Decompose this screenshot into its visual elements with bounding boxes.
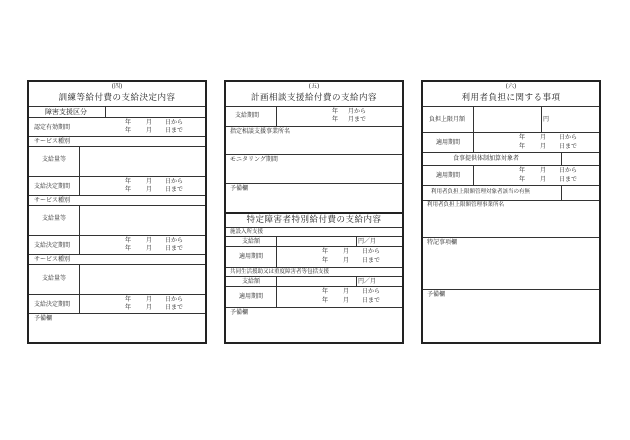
label-yobiran: 予備欄	[427, 291, 446, 298]
date-nen: 年	[322, 257, 329, 264]
label-service-shubetsu: サービス種別	[34, 256, 71, 263]
date-hi-made: 日まで	[165, 127, 184, 134]
date-tsuki-kara: 月から	[348, 108, 367, 115]
date-hi-kara: 日から	[362, 288, 381, 295]
label-monitoring: モニタリング期間	[230, 156, 278, 163]
date-tsuki: 月	[146, 119, 153, 126]
date-tsuki: 月	[146, 237, 153, 244]
label-jogen-gaku: 負担上限月額	[429, 116, 466, 123]
label-en: 円	[543, 116, 550, 123]
date-nen: 年	[322, 297, 329, 304]
date-tsuki-made: 月まで	[348, 116, 367, 123]
date-nen: 年	[322, 288, 329, 295]
date-hi-kara: 日から	[165, 296, 184, 303]
date-nen: 年	[125, 186, 132, 193]
date-hi-made: 日まで	[559, 143, 578, 150]
date-nen: 年	[332, 116, 339, 123]
label-tekiyo-kikan: 適用期間	[435, 139, 460, 146]
panel-keikaku-sodan	[224, 80, 404, 344]
date-nen: 年	[125, 127, 132, 134]
date-nen: 年	[519, 134, 526, 141]
date-tsuki: 月	[146, 296, 153, 303]
label-shokuji: 食事提供体制加算対象者	[453, 155, 520, 162]
label-shikyu-ryo: 支給量等	[41, 215, 66, 222]
date-hi-kara: 日から	[362, 248, 381, 255]
date-tsuki: 月	[343, 297, 350, 304]
label-shikyu-kikan: 支給決定期間	[34, 242, 71, 249]
date-nen: 年	[519, 167, 526, 174]
label-shikyu-kikan: 支給決定期間	[34, 183, 71, 190]
date-nen: 年	[125, 245, 132, 252]
label-shikyu-gaku: 支給額	[241, 278, 260, 285]
date-nen: 年	[125, 304, 132, 311]
date-tsuki: 月	[343, 257, 350, 264]
panel-number: (四)	[111, 83, 123, 90]
date-tsuki: 月	[146, 245, 153, 252]
label-shogai-kubun: 障害支援区分	[45, 108, 87, 116]
label-service-shubetsu: サービス種別	[34, 197, 71, 204]
date-nen: 年	[125, 296, 132, 303]
date-nen: 年	[322, 248, 329, 255]
label-kanri-gaito: 利用者負担上限額管理対象者該当の有無	[431, 189, 531, 195]
panel-riyosha-futan	[421, 80, 601, 344]
panel-kunren-kyufu	[27, 80, 207, 344]
date-tsuki: 月	[540, 134, 547, 141]
date-tsuki: 月	[146, 304, 153, 311]
date-hi-made: 日まで	[165, 186, 184, 193]
date-hi-kara: 日から	[559, 167, 578, 174]
label-yobiran: 予備欄	[230, 309, 249, 316]
date-hi-made: 日まで	[362, 297, 381, 304]
label-en-tsuki: 円／月	[358, 278, 377, 285]
date-nen: 年	[125, 178, 132, 185]
date-hi-kara: 日から	[165, 178, 184, 185]
date-hi-kara: 日から	[165, 119, 184, 126]
label-shikyu-kikan: 支給期間	[235, 112, 260, 119]
date-nen: 年	[125, 119, 132, 126]
date-hi-kara: 日から	[165, 237, 184, 244]
label-tekiyo-kikan: 適用期間	[238, 293, 263, 300]
date-tsuki: 月	[343, 248, 350, 255]
date-hi-made: 日まで	[165, 304, 184, 311]
label-service-shubetsu: サービス種別	[34, 138, 71, 145]
panel-title: 利用者負担に関する事項	[461, 93, 561, 103]
date-nen: 年	[519, 176, 526, 183]
panel-number: (五)	[308, 83, 320, 90]
label-shikyu-ryo: 支給量等	[41, 275, 66, 282]
label-shikyu-gaku: 支給額	[241, 238, 260, 245]
label-kyodo: 共同生活援助又は重度障害者等包括支援	[230, 269, 330, 275]
label-yobiran: 予備欄	[230, 185, 249, 192]
label-tokki: 特記事項欄	[427, 239, 458, 246]
date-nen: 年	[125, 237, 132, 244]
label-shisetsu: 施設入所支援	[230, 229, 264, 235]
panel-title: 訓練等給付費の支給決定内容	[58, 93, 176, 103]
label-kanri-jigyosho: 利用者負担上限額管理事業所名	[427, 202, 505, 208]
label-nintei-kikan: 認定有効期間	[34, 124, 71, 131]
section-title: 特定障害者特別給付費の支給内容	[246, 215, 382, 225]
label-jigyosho: 指定相談支援事業所名	[230, 128, 291, 135]
label-yobiran: 予備欄	[34, 315, 53, 322]
date-tsuki: 月	[343, 288, 350, 295]
date-tsuki: 月	[146, 186, 153, 193]
date-hi-made: 日まで	[165, 245, 184, 252]
panel-title: 計画相談支援給付費の支給内容	[250, 93, 377, 103]
date-nen: 年	[332, 108, 339, 115]
date-hi-kara: 日から	[559, 134, 578, 141]
panel-number: (六)	[505, 83, 517, 90]
label-shikyu-kikan: 支給決定期間	[34, 301, 71, 308]
label-shikyu-ryo: 支給量等	[41, 156, 66, 163]
date-tsuki: 月	[540, 176, 547, 183]
date-tsuki: 月	[146, 127, 153, 134]
date-tsuki: 月	[540, 167, 547, 174]
label-en-tsuki: 円／月	[358, 238, 377, 245]
date-hi-made: 日まで	[559, 176, 578, 183]
date-nen: 年	[519, 143, 526, 150]
date-hi-made: 日まで	[362, 257, 381, 264]
date-tsuki: 月	[540, 143, 547, 150]
label-tekiyo-kikan: 適用期間	[238, 253, 263, 260]
label-tekiyo-kikan: 適用期間	[435, 172, 460, 179]
date-tsuki: 月	[146, 178, 153, 185]
